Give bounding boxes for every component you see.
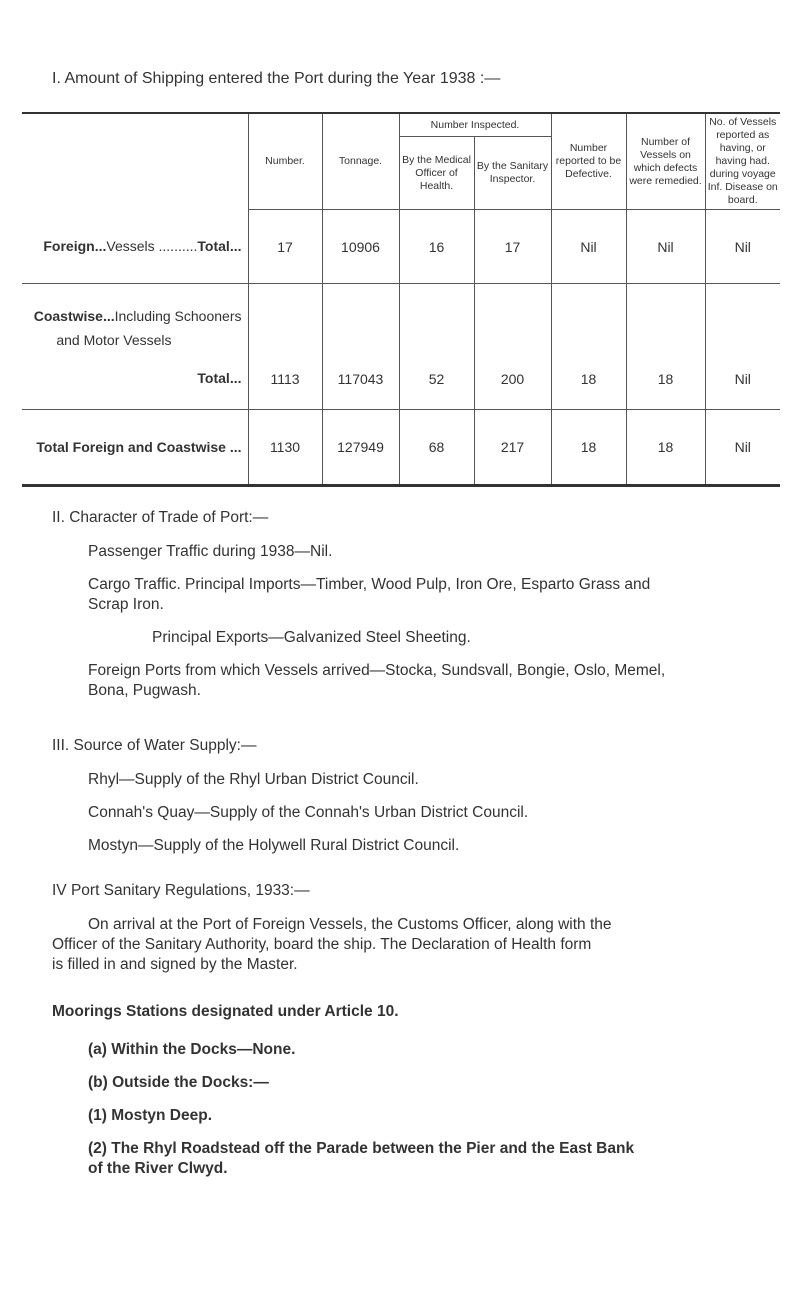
water-mostyn: Mostyn—Supply of the Holywell Rural District Council. [88, 837, 460, 854]
water-connah: Connah's Quay—Supply of the Connah's Urban District Council. [88, 804, 529, 821]
page-heading: I. Amount of Shipping entered the Port during the Year 1938 :— [52, 70, 501, 87]
cell-si: 200 [474, 284, 551, 410]
cell-disease: Nil [705, 284, 780, 410]
row-label-header [22, 113, 248, 210]
row-label-total: Total Foreign and Coastwise ... [36, 439, 242, 455]
moorings-item-1: (1) Mostyn Deep. [88, 1107, 213, 1124]
section-3-title: III. Source of Water Supply:— [52, 737, 257, 754]
moorings-item-2: (2) The Rhyl Roadstead off the Parade between the Pier and the East Bank [88, 1140, 635, 1157]
principal-exports: Principal Exports—Galvanized Steel Sheeting. [152, 629, 471, 646]
regulations-line-3: is filled in and signed by the Master. [52, 956, 298, 973]
cell-tonnage: 117043 [322, 284, 399, 410]
cell-remedied: Nil [626, 210, 705, 284]
cell-remedied: 18 [626, 284, 705, 410]
row-label-foreign: Foreign...Vessels ..........Total... [22, 210, 248, 284]
passenger-traffic: Passenger Traffic during 1938—Nil. [88, 543, 333, 560]
cargo-traffic: Cargo Traffic. Principal Imports—Timber, Wood Pulp, Iron Ore, Esparto Grass and [88, 576, 651, 593]
regulations-line-2: Officer of the Sanitary Authority, board the ship. The Declaration of Health form [52, 936, 592, 953]
moorings-item-2-cont: of the River Clwyd. [88, 1160, 228, 1177]
col-si-header: By the Sanitary Inspector. [474, 137, 551, 210]
water-rhyl: Rhyl—Supply of the Rhyl Urban District Council. [88, 771, 419, 788]
cell-si: 217 [474, 410, 551, 486]
regulations-line-1: On arrival at the Port of Foreign Vessels, the Customs Officer, along with the [88, 916, 612, 933]
col-remedied-header: Number of Vessels on which defects were remedied. [626, 113, 705, 210]
cell-tonnage: 127949 [322, 410, 399, 486]
shipping-table [22, 112, 780, 487]
col-number-header: Number. [248, 113, 322, 210]
cell-number: 1113 [248, 284, 322, 410]
cell-disease: Nil [705, 210, 780, 284]
shipping-table-container [22, 112, 780, 487]
cell-disease: Nil [705, 410, 780, 486]
section-4-title: IV Port Sanitary Regulations, 1933:— [52, 882, 310, 899]
report-body [52, 508, 762, 1192]
cell-remedied: 18 [626, 410, 705, 486]
cell-number: 17 [248, 210, 322, 284]
row-label-coastwise: Coastwise...Including Schooners and Motor Vessels Total... [22, 284, 248, 410]
moorings-item-a: (a) Within the Docks—None. [88, 1041, 296, 1058]
foreign-ports-cont: Bona, Pugwash. [88, 682, 201, 699]
col-inspected-header: Number Inspected. [399, 113, 551, 137]
moorings-item-b: (b) Outside the Docks:— [88, 1074, 269, 1091]
cell-tonnage: 10906 [322, 210, 399, 284]
section-2-title: II. Character of Trade of Port:— [52, 509, 269, 526]
table-row-foreign [22, 210, 780, 284]
cell-si: 17 [474, 210, 551, 284]
col-disease-header: No. of Vessels reported as having, or having had. during voyage Inf. Disease on board. [705, 113, 780, 210]
cell-moh: 52 [399, 284, 474, 410]
cell-defective: Nil [551, 210, 626, 284]
col-tonnage-header: Tonnage. [322, 113, 399, 210]
cell-defective: 18 [551, 410, 626, 486]
col-defective-header: Number reported to be Defective. [551, 113, 626, 210]
cell-number: 1130 [248, 410, 322, 486]
foreign-ports: Foreign Ports from which Vessels arrived—Stocka, Sundsvall, Bongie, Oslo, Memel, [88, 662, 666, 679]
table-row-coastwise [22, 284, 780, 410]
cell-moh: 16 [399, 210, 474, 284]
moorings-title: Moorings Stations designated under Article 10. [52, 1003, 399, 1020]
cell-moh: 68 [399, 410, 474, 486]
table-row-total [22, 410, 780, 486]
cargo-traffic-cont: Scrap Iron. [88, 596, 164, 613]
cell-defective: 18 [551, 284, 626, 410]
col-moh-header: By the Medical Officer of Health. [399, 137, 474, 210]
